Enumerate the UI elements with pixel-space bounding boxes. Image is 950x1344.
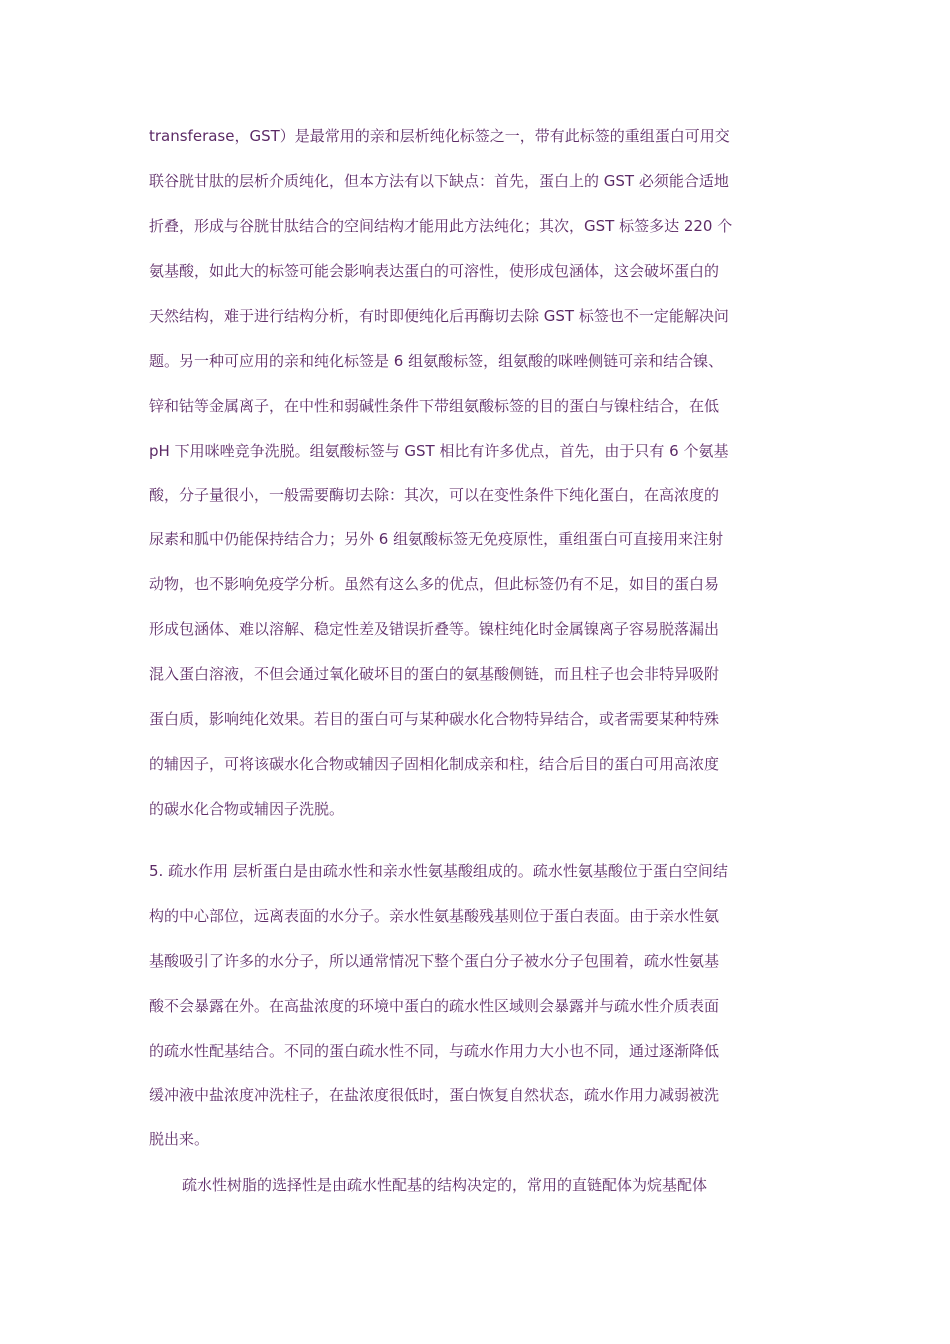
text-line: pH 下用咪唑竞争洗脱。组氨酸标签与 GST 相比有许多优点，首先，由于只有 6 个氨基 bbox=[149, 442, 729, 460]
text-line: 脱出来。 bbox=[149, 1130, 210, 1148]
text-line: transferase，GST）是最常用的亲和层析纯化标签之一，带有此标签的重组蛋白可用交 bbox=[149, 127, 730, 145]
text-line: 酸，分子量很小，一般需要酶切去除：其次，可以在变性条件下纯化蛋白，在高浓度的 bbox=[149, 486, 720, 504]
text-line: 混入蛋白溶液，不但会通过氧化破坏目的蛋白的氨基酸侧链，而且柱子也会非特异吸附 bbox=[149, 665, 720, 683]
text-line: 的辅因子，可将该碳水化合物或辅因子固相化制成亲和柱，结合后目的蛋白可用高浓度 bbox=[149, 755, 720, 773]
text-line: 构的中心部位，远离表面的水分子。亲水性氨基酸残基则位于蛋白表面。由于亲水性氨 bbox=[149, 907, 720, 925]
text-line: 酸不会暴露在外。在高盐浓度的环境中蛋白的疏水性区域则会暴露并与疏水性介质表面 bbox=[149, 997, 720, 1015]
text-line: 锌和钴等金属离子，在中性和弱碱性条件下带组氨酸标签的目的蛋白与镍柱结合，在低 bbox=[149, 397, 720, 415]
text-line: 联谷胱甘肽的层析介质纯化，但本方法有以下缺点：首先，蛋白上的 GST 必须能合适地 bbox=[149, 172, 729, 190]
text-line: 折叠，形成与谷胱甘肽结合的空间结构才能用此方法纯化；其次，GST 标签多达 220 个 bbox=[149, 217, 733, 235]
text-line: 动物，也不影响免疫学分析。虽然有这么多的优点，但此标签仍有不足，如目的蛋白易 bbox=[149, 575, 720, 593]
text-line: 5. 疏水作用 层析蛋白是由疏水性和亲水性氨基酸组成的。疏水性氨基酸位于蛋白空间结 bbox=[149, 862, 728, 880]
text-line: 的疏水性配基结合。不同的蛋白疏水性不同，与疏水作用力大小也不同，通过逐渐降低 bbox=[149, 1042, 720, 1060]
text-line: 缓冲液中盐浓度冲洗柱子，在盐浓度很低时，蛋白恢复自然状态，疏水作用力减弱被洗 bbox=[149, 1086, 720, 1104]
text-line: 尿素和胍中仍能保持结合力；另外 6 组氨酸标签无免疫原性，重组蛋白可直接用来注射 bbox=[149, 530, 724, 548]
text-line: 的碳水化合物或辅因子洗脱。 bbox=[149, 800, 345, 818]
text-line: 疏水性树脂的选择性是由疏水性配基的结构决定的，常用的直链配体为烷基配体 bbox=[182, 1176, 708, 1194]
text-line: 氨基酸，如此大的标签可能会影响表达蛋白的可溶性，使形成包涵体，这会破坏蛋白的 bbox=[149, 262, 720, 280]
text-line: 题。另一种可应用的亲和纯化标签是 6 组氨酸标签，组氨酸的咪唑侧链可亲和结合镍、 bbox=[149, 352, 724, 370]
text-line: 天然结构，难于进行结构分析，有时即便纯化后再酶切去除 GST 标签也不一定能解决问 bbox=[149, 307, 729, 325]
text-line: 形成包涵体、难以溶解、稳定性差及错误折叠等。镍柱纯化时金属镍离子容易脱落漏出 bbox=[149, 620, 720, 638]
text-line: 基酸吸引了许多的水分子，所以通常情况下整个蛋白分子被水分子包围着，疏水性氨基 bbox=[149, 952, 720, 970]
text-line: 蛋白质，影响纯化效果。若目的蛋白可与某种碳水化合物特异结合，或者需要某种特殊 bbox=[149, 710, 720, 728]
